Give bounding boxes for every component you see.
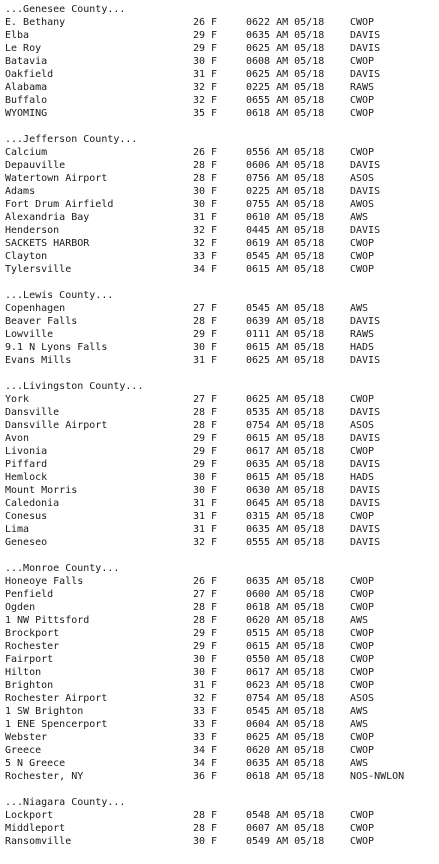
station-row	[5, 536, 439, 549]
station-row	[5, 302, 439, 315]
station-row	[5, 510, 439, 523]
station-row	[5, 458, 439, 471]
station-name: Middleport	[5, 823, 66, 834]
section-spacer	[5, 120, 439, 133]
observation-time: 0225 AM 05/18	[246, 82, 325, 93]
data-source: RAWS	[350, 329, 375, 340]
station-row	[5, 315, 439, 328]
station-temperature: 27 F	[193, 589, 218, 600]
station-row	[5, 16, 439, 29]
station-temperature: 30 F	[193, 56, 218, 67]
station-name: Tylersville	[5, 264, 72, 275]
station-name: Adams	[5, 186, 36, 197]
station-name: E. Bethany	[5, 17, 66, 28]
observation-time: 0600 AM 05/18	[246, 589, 325, 600]
station-name: Geneseo	[5, 537, 48, 548]
station-temperature: 30 F	[193, 186, 218, 197]
station-name: Mount Morris	[5, 485, 78, 496]
data-source: DAVIS	[350, 43, 381, 54]
observation-time: 0618 AM 05/18	[246, 771, 325, 782]
station-name: Livonia	[5, 446, 48, 457]
observation-time: 0625 AM 05/18	[246, 394, 325, 405]
station-name: 1 NW Pittsford	[5, 615, 90, 626]
data-source: DAVIS	[350, 355, 381, 366]
observation-time: 0606 AM 05/18	[246, 160, 325, 171]
data-source: DAVIS	[350, 433, 381, 444]
county-header: ...Lewis County...	[5, 290, 114, 301]
observation-time: 0111 AM 05/18	[246, 329, 325, 340]
station-name: Penfield	[5, 589, 54, 600]
data-source: CWOP	[350, 589, 375, 600]
station-row	[5, 224, 439, 237]
station-row	[5, 601, 439, 614]
station-temperature: 32 F	[193, 82, 218, 93]
section-spacer	[5, 783, 439, 796]
station-name: Watertown Airport	[5, 173, 108, 184]
station-temperature: 34 F	[193, 745, 218, 756]
station-row	[5, 159, 439, 172]
station-row	[5, 55, 439, 68]
station-temperature: 35 F	[193, 108, 218, 119]
data-source: AWS	[350, 212, 369, 223]
station-temperature: 30 F	[193, 472, 218, 483]
observation-time: 0635 AM 05/18	[246, 459, 325, 470]
station-row	[5, 341, 439, 354]
station-row	[5, 744, 439, 757]
observation-time: 0756 AM 05/18	[246, 173, 325, 184]
station-row	[5, 692, 439, 705]
station-temperature: 31 F	[193, 69, 218, 80]
station-row	[5, 250, 439, 263]
station-temperature: 27 F	[193, 394, 218, 405]
station-row	[5, 484, 439, 497]
data-source: ASOS	[350, 693, 375, 704]
observation-time: 0445 AM 05/18	[246, 225, 325, 236]
observation-time: 0635 AM 05/18	[246, 524, 325, 535]
data-source: CWOP	[350, 95, 375, 106]
observation-time: 0620 AM 05/18	[246, 615, 325, 626]
station-name: Dansville	[5, 407, 60, 418]
data-source: CWOP	[350, 628, 375, 639]
observation-time: 0610 AM 05/18	[246, 212, 325, 223]
data-source: CWOP	[350, 810, 375, 821]
observation-time: 0550 AM 05/18	[246, 654, 325, 665]
station-row	[5, 198, 439, 211]
data-source: CWOP	[350, 264, 375, 275]
data-source: DAVIS	[350, 186, 381, 197]
station-row	[5, 419, 439, 432]
county-header: ...Niagara County...	[5, 797, 126, 808]
station-row	[5, 523, 439, 536]
station-name: Depauville	[5, 160, 66, 171]
observation-time: 0555 AM 05/18	[246, 537, 325, 548]
observation-time: 0625 AM 05/18	[246, 355, 325, 366]
observation-time: 0618 AM 05/18	[246, 108, 325, 119]
county-section	[5, 289, 439, 380]
station-name: Piffard	[5, 459, 48, 470]
station-row	[5, 354, 439, 367]
station-name: Honeoye Falls	[5, 576, 84, 587]
station-name: Fairport	[5, 654, 54, 665]
station-temperature: 31 F	[193, 212, 218, 223]
station-row	[5, 211, 439, 224]
station-name: Le Roy	[5, 43, 42, 54]
data-source: DAVIS	[350, 69, 381, 80]
station-name: York	[5, 394, 30, 405]
data-source: ASOS	[350, 420, 375, 431]
station-name: Rochester Airport	[5, 693, 108, 704]
station-temperature: 34 F	[193, 264, 218, 275]
data-source: DAVIS	[350, 537, 381, 548]
station-temperature: 30 F	[193, 342, 218, 353]
station-name: Ransomville	[5, 836, 72, 847]
station-temperature: 31 F	[193, 498, 218, 509]
data-source: CWOP	[350, 576, 375, 587]
station-temperature: 29 F	[193, 329, 218, 340]
observation-time: 0615 AM 05/18	[246, 641, 325, 652]
data-source: CWOP	[350, 654, 375, 665]
observation-time: 0639 AM 05/18	[246, 316, 325, 327]
station-name: 1 ENE Spencerport	[5, 719, 108, 730]
observation-time: 0755 AM 05/18	[246, 199, 325, 210]
data-source: CWOP	[350, 17, 375, 28]
data-source: CWOP	[350, 108, 375, 119]
station-row	[5, 107, 439, 120]
station-name: Beaver Falls	[5, 316, 78, 327]
data-source: DAVIS	[350, 524, 381, 535]
station-temperature: 30 F	[193, 199, 218, 210]
station-temperature: 33 F	[193, 706, 218, 717]
station-name: Evans Mills	[5, 355, 72, 366]
station-temperature: 28 F	[193, 810, 218, 821]
data-source: CWOP	[350, 147, 375, 158]
station-temperature: 36 F	[193, 771, 218, 782]
station-name: 5 N Greece	[5, 758, 66, 769]
station-temperature: 29 F	[193, 628, 218, 639]
station-row	[5, 42, 439, 55]
station-row	[5, 770, 439, 783]
station-row	[5, 588, 439, 601]
observation-time: 0635 AM 05/18	[246, 758, 325, 769]
data-source: AWS	[350, 615, 369, 626]
section-spacer	[5, 367, 439, 380]
station-name: Buffalo	[5, 95, 48, 106]
county-section	[5, 133, 439, 289]
station-name: Hemlock	[5, 472, 48, 483]
station-temperature: 30 F	[193, 667, 218, 678]
data-source: DAVIS	[350, 407, 381, 418]
station-temperature: 28 F	[193, 823, 218, 834]
station-name: Brockport	[5, 628, 60, 639]
station-row	[5, 432, 439, 445]
data-source: CWOP	[350, 602, 375, 613]
station-name: 1 SW Brighton	[5, 706, 84, 717]
station-name: SACKETS HARBOR	[5, 238, 90, 249]
data-source: CWOP	[350, 394, 375, 405]
station-temperature: 30 F	[193, 836, 218, 847]
data-source: CWOP	[350, 823, 375, 834]
county-section	[5, 796, 439, 848]
station-temperature: 31 F	[193, 680, 218, 691]
station-name: Brighton	[5, 680, 54, 691]
observation-time: 0625 AM 05/18	[246, 69, 325, 80]
observation-time: 0617 AM 05/18	[246, 446, 325, 457]
station-row	[5, 263, 439, 276]
observation-time: 0615 AM 05/18	[246, 433, 325, 444]
station-row	[5, 835, 439, 848]
station-row	[5, 172, 439, 185]
station-temperature: 31 F	[193, 524, 218, 535]
data-source: CWOP	[350, 446, 375, 457]
data-source: NOS-NWLON	[350, 771, 405, 782]
data-source: CWOP	[350, 511, 375, 522]
station-row	[5, 679, 439, 692]
station-temperature: 26 F	[193, 17, 218, 28]
station-name: Elba	[5, 30, 30, 41]
station-temperature: 28 F	[193, 602, 218, 613]
station-name: Rochester, NY	[5, 771, 84, 782]
data-source: CWOP	[350, 238, 375, 249]
station-name: Alexandria Bay	[5, 212, 90, 223]
section-spacer	[5, 276, 439, 289]
observation-time: 0535 AM 05/18	[246, 407, 325, 418]
station-row	[5, 185, 439, 198]
county-header: ...Livingston County...	[5, 381, 144, 392]
observation-time: 0315 AM 05/18	[246, 511, 325, 522]
observation-time: 0604 AM 05/18	[246, 719, 325, 730]
data-source: RAWS	[350, 82, 375, 93]
station-row	[5, 237, 439, 250]
station-temperature: 29 F	[193, 641, 218, 652]
data-source: DAVIS	[350, 498, 381, 509]
data-source: CWOP	[350, 836, 375, 847]
station-name: Lockport	[5, 810, 54, 821]
station-temperature: 28 F	[193, 407, 218, 418]
station-row	[5, 614, 439, 627]
station-row	[5, 146, 439, 159]
data-source: AWOS	[350, 199, 375, 210]
station-temperature: 34 F	[193, 758, 218, 769]
station-name: Henderson	[5, 225, 60, 236]
observation-time: 0635 AM 05/18	[246, 576, 325, 587]
observation-time: 0622 AM 05/18	[246, 17, 325, 28]
observation-time: 0615 AM 05/18	[246, 264, 325, 275]
station-row	[5, 653, 439, 666]
station-name: Ogden	[5, 602, 36, 613]
data-source: AWS	[350, 303, 369, 314]
data-source: AWS	[350, 719, 369, 730]
station-name: Caledonia	[5, 498, 60, 509]
data-source: DAVIS	[350, 225, 381, 236]
data-source: AWS	[350, 706, 369, 717]
data-source: DAVIS	[350, 160, 381, 171]
station-temperature: 32 F	[193, 95, 218, 106]
station-name: Greece	[5, 745, 42, 756]
station-row	[5, 757, 439, 770]
observation-time: 0630 AM 05/18	[246, 485, 325, 496]
observation-time: 0545 AM 05/18	[246, 303, 325, 314]
station-name: Webster	[5, 732, 48, 743]
county-header: ...Jefferson County...	[5, 134, 138, 145]
station-row	[5, 809, 439, 822]
station-row	[5, 705, 439, 718]
station-temperature: 33 F	[193, 732, 218, 743]
observation-time: 0617 AM 05/18	[246, 667, 325, 678]
observation-time: 0608 AM 05/18	[246, 56, 325, 67]
station-temperature: 31 F	[193, 355, 218, 366]
data-source: HADS	[350, 342, 375, 353]
station-temperature: 29 F	[193, 459, 218, 470]
station-temperature: 30 F	[193, 485, 218, 496]
data-source: DAVIS	[350, 485, 381, 496]
station-row	[5, 718, 439, 731]
station-name: Clayton	[5, 251, 48, 262]
data-source: CWOP	[350, 641, 375, 652]
observation-time: 0545 AM 05/18	[246, 706, 325, 717]
station-temperature: 28 F	[193, 160, 218, 171]
data-source: HADS	[350, 472, 375, 483]
observation-time: 0545 AM 05/18	[246, 251, 325, 262]
station-temperature: 33 F	[193, 251, 218, 262]
station-name: Batavia	[5, 56, 48, 67]
observation-time: 0754 AM 05/18	[246, 693, 325, 704]
observation-time: 0556 AM 05/18	[246, 147, 325, 158]
section-spacer	[5, 549, 439, 562]
observation-time: 0615 AM 05/18	[246, 472, 325, 483]
station-name: Lowville	[5, 329, 54, 340]
station-temperature: 28 F	[193, 615, 218, 626]
county-header: ...Monroe County...	[5, 563, 120, 574]
station-temperature: 29 F	[193, 30, 218, 41]
station-temperature: 28 F	[193, 173, 218, 184]
station-temperature: 29 F	[193, 43, 218, 54]
observation-time: 0645 AM 05/18	[246, 498, 325, 509]
data-source: CWOP	[350, 667, 375, 678]
data-source: AWS	[350, 758, 369, 769]
station-temperature: 32 F	[193, 537, 218, 548]
county-header: ...Genesee County...	[5, 4, 126, 15]
station-row	[5, 94, 439, 107]
data-source: CWOP	[350, 251, 375, 262]
station-temperature: 32 F	[193, 238, 218, 249]
station-name: Oakfield	[5, 69, 54, 80]
observation-time: 0625 AM 05/18	[246, 732, 325, 743]
observation-time: 0620 AM 05/18	[246, 745, 325, 756]
station-row	[5, 406, 439, 419]
station-temperature: 29 F	[193, 446, 218, 457]
station-temperature: 28 F	[193, 316, 218, 327]
data-source: CWOP	[350, 56, 375, 67]
observation-time: 0549 AM 05/18	[246, 836, 325, 847]
data-source: DAVIS	[350, 30, 381, 41]
station-row	[5, 731, 439, 744]
station-name: Hilton	[5, 667, 42, 678]
station-name: Copenhagen	[5, 303, 66, 314]
station-name: Fort Drum Airfield	[5, 199, 114, 210]
station-row	[5, 81, 439, 94]
station-row	[5, 328, 439, 341]
observation-time: 0754 AM 05/18	[246, 420, 325, 431]
station-temperature: 30 F	[193, 654, 218, 665]
observation-time: 0625 AM 05/18	[246, 43, 325, 54]
station-temperature: 33 F	[193, 719, 218, 730]
station-temperature: 32 F	[193, 225, 218, 236]
station-name: Avon	[5, 433, 30, 444]
station-row	[5, 497, 439, 510]
station-row	[5, 666, 439, 679]
station-row	[5, 575, 439, 588]
station-row	[5, 471, 439, 484]
county-section	[5, 3, 439, 133]
observation-time: 0655 AM 05/18	[246, 95, 325, 106]
station-name: Conesus	[5, 511, 48, 522]
station-temperature: 27 F	[193, 303, 218, 314]
station-temperature: 26 F	[193, 147, 218, 158]
station-temperature: 28 F	[193, 420, 218, 431]
station-temperature: 31 F	[193, 511, 218, 522]
station-temperature: 32 F	[193, 693, 218, 704]
station-name: WYOMING	[5, 108, 48, 119]
station-name: Lima	[5, 524, 30, 535]
data-source: DAVIS	[350, 316, 381, 327]
observation-time: 0515 AM 05/18	[246, 628, 325, 639]
station-temperature: 29 F	[193, 433, 218, 444]
station-row	[5, 445, 439, 458]
station-row	[5, 627, 439, 640]
station-name: Calcium	[5, 147, 48, 158]
station-name: Dansville Airport	[5, 420, 108, 431]
observation-time: 0635 AM 05/18	[246, 30, 325, 41]
station-row	[5, 29, 439, 42]
data-source: DAVIS	[350, 459, 381, 470]
data-source: CWOP	[350, 732, 375, 743]
station-row	[5, 393, 439, 406]
station-row	[5, 640, 439, 653]
data-source: CWOP	[350, 680, 375, 691]
data-source: ASOS	[350, 173, 375, 184]
station-row	[5, 68, 439, 81]
station-name: Alabama	[5, 82, 48, 93]
county-section	[5, 380, 439, 562]
station-temperature: 26 F	[193, 576, 218, 587]
county-section	[5, 562, 439, 796]
observation-time: 0548 AM 05/18	[246, 810, 325, 821]
station-name: Rochester	[5, 641, 60, 652]
observation-time: 0618 AM 05/18	[246, 602, 325, 613]
station-name: 9.1 N Lyons Falls	[5, 342, 108, 353]
observation-time: 0225 AM 05/18	[246, 186, 325, 197]
observation-time: 0615 AM 05/18	[246, 342, 325, 353]
observation-time: 0623 AM 05/18	[246, 680, 325, 691]
data-source: CWOP	[350, 745, 375, 756]
station-row	[5, 822, 439, 835]
observation-time: 0607 AM 05/18	[246, 823, 325, 834]
observation-time: 0619 AM 05/18	[246, 238, 325, 249]
